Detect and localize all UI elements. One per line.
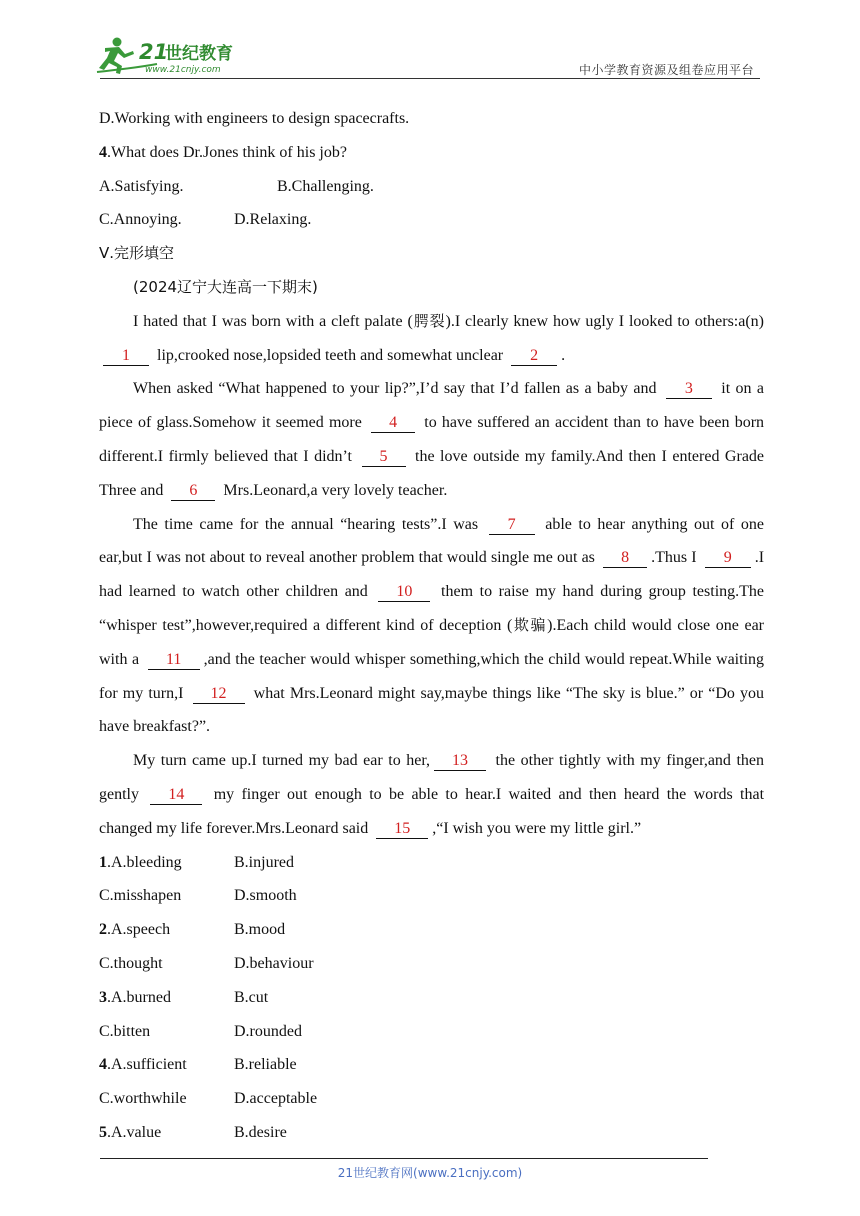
choice-a-text[interactable]: .A.speech — [107, 921, 171, 939]
blank-3[interactable]: 3 — [666, 380, 712, 399]
option-a[interactable]: A.Satisfying. — [99, 177, 184, 195]
blank-2[interactable]: 2 — [511, 347, 557, 366]
blank-9[interactable]: 9 — [705, 549, 751, 568]
choice-number: 2 — [99, 921, 107, 939]
choice-option-c[interactable]: C.bitten — [99, 1022, 151, 1040]
prev-option-d: D.Working with engineers to design spacecrafts. — [99, 110, 410, 127]
svg-text:21: 21 — [139, 40, 169, 64]
choice-option-d[interactable]: D.rounded — [234, 1022, 302, 1040]
passage-text: lip,crooked nose,lopsided teeth and somewhat unclear — [157, 346, 504, 364]
passage-text: I hated that I was born with a cleft palate ( — [133, 312, 413, 330]
page-header — [95, 34, 760, 80]
option-d[interactable]: D.Relaxing. — [234, 211, 312, 229]
choice-2-row-1 — [99, 913, 764, 947]
logo-text: 世纪教育 — [165, 44, 233, 64]
choice-1-row-2 — [99, 879, 764, 913]
choice-4-row-1 — [99, 1048, 764, 1082]
passage-text: my finger out enough to be able to hear.I waited and then heard the words that changed my life forever.Mrs.Leonard said — [99, 785, 765, 837]
passage-text: to have suffered an accident than to have been born different.I firmly believed that I didn’t — [99, 414, 765, 465]
choice-a-text[interactable]: .A.value — [107, 1123, 162, 1141]
passage-text: .Thus I — [651, 549, 697, 567]
section-heading: Ⅴ.完形填空 — [99, 244, 175, 263]
choice-option-a — [99, 981, 234, 1015]
header-tagline: 中小学教育资源及组卷应用平台 — [578, 63, 754, 77]
passage-text: .I had learned to watch other children and — [99, 549, 765, 601]
passage-paragraph-4 — [99, 744, 764, 845]
passage-text: them to raise my hand during group testing.The “whisper test”,however,required a different kind of deception ( — [99, 583, 765, 634]
choice-option-a — [99, 846, 234, 880]
choice-option-b[interactable]: B.mood — [234, 921, 286, 939]
page-footer[interactable]: 21世纪教育网(www.21cnjy.com) — [337, 1166, 523, 1180]
choice-a-text[interactable]: .A.burned — [107, 988, 171, 1006]
passage-text: When asked “What happened to your lip?”,I’d say that I’d fallen as a baby and — [133, 380, 657, 398]
choice-option-b[interactable]: B.reliable — [234, 1056, 297, 1074]
blank-15[interactable]: 15 — [376, 820, 428, 839]
passage-text: what Mrs.Leonard might say,maybe things like “The sky is blue.” or “Do you have breakfast?”. — [99, 684, 765, 736]
choice-option-d[interactable]: D.acceptable — [234, 1090, 318, 1108]
passage-text: the love outside my family.And then I entered Grade Three and — [99, 447, 765, 499]
choice-2-row-2 — [99, 947, 764, 981]
cjk-gloss: 腭裂 — [412, 311, 446, 330]
question-number: 4 — [99, 143, 107, 161]
passage-text: ).Each child would close one ear with a — [99, 616, 764, 668]
question-4-options-row-2 — [99, 203, 764, 237]
question-4-stem — [99, 136, 764, 170]
choice-number: 4 — [99, 1056, 107, 1074]
passage-text: able to hear anything out of one ear,but I was not about to reveal another problem that would single me out as — [99, 515, 764, 567]
passage-paragraph-1 — [99, 305, 764, 373]
passage-text: the other tightly with my finger,and then gently — [99, 752, 765, 803]
choice-number: 5 — [99, 1123, 107, 1141]
logo-url: www.21cnjy.com — [145, 65, 221, 75]
header-divider — [100, 78, 760, 79]
section-title — [99, 237, 764, 271]
choice-5-row-1 — [99, 1116, 764, 1150]
choice-a-text[interactable]: .A.sufficient — [107, 1056, 187, 1074]
option-b[interactable]: B.Challenging. — [277, 177, 374, 195]
passage-text: My turn came up.I turned my bad ear to her, — [133, 752, 431, 770]
choice-option-a — [99, 1048, 234, 1082]
passage-text: ,“I wish you were my little girl.” — [432, 819, 642, 837]
blank-11[interactable]: 11 — [148, 651, 200, 670]
choice-option-d[interactable]: D.smooth — [234, 887, 297, 905]
choice-option-b[interactable]: B.desire — [234, 1123, 287, 1141]
blank-10[interactable]: 10 — [378, 583, 430, 602]
choice-4-row-2 — [99, 1082, 764, 1116]
blank-5[interactable]: 5 — [362, 448, 406, 467]
passage-text: ).I clearly knew how ugly I looked to others:a(n) — [445, 312, 764, 330]
choice-option-a — [99, 913, 234, 947]
passage-text: it on a piece of glass.Somehow it seemed more — [99, 380, 764, 432]
choice-1-row-1 — [99, 846, 764, 880]
choice-option-c[interactable]: C.misshapen — [99, 887, 182, 905]
choice-3-row-1 — [99, 981, 764, 1015]
blank-7[interactable]: 7 — [489, 516, 535, 535]
cjk-gloss: 欺骗 — [512, 615, 548, 634]
choice-option-d[interactable]: D.behaviour — [234, 954, 314, 972]
blank-6[interactable]: 6 — [171, 482, 215, 501]
question-text: .What does Dr.Jones think of his job? — [107, 143, 347, 161]
blank-8[interactable]: 8 — [603, 549, 647, 568]
footer-divider — [100, 1158, 708, 1159]
choice-number: 1 — [99, 853, 107, 871]
question-4-options-row-1 — [99, 170, 764, 204]
passage-paragraph-2 — [99, 372, 764, 507]
passage-paragraph-3 — [99, 508, 764, 745]
option-c[interactable]: C.Annoying. — [99, 211, 182, 229]
choice-option-c[interactable]: C.thought — [99, 954, 163, 972]
choice-list — [99, 846, 764, 1150]
choice-3-row-2 — [99, 1015, 764, 1049]
blank-14[interactable]: 14 — [150, 786, 202, 805]
choice-option-b[interactable]: B.injured — [234, 853, 294, 871]
site-logo[interactable] — [95, 34, 265, 78]
choice-option-b[interactable]: B.cut — [234, 988, 269, 1006]
main-content — [99, 102, 764, 1150]
passage-text: Mrs.Leonard,a very lovely teacher. — [223, 481, 448, 499]
choice-option-a — [99, 1116, 234, 1150]
blank-12[interactable]: 12 — [193, 685, 245, 704]
section-source — [99, 271, 764, 305]
source-note: (2024辽宁大连高一下期末) — [133, 277, 318, 296]
runner-logo-icon — [95, 34, 265, 78]
passage-text: . — [561, 346, 566, 364]
passage-text: ,and the teacher would whisper something,which the child would repeat.While waiting for my turn,I — [99, 650, 765, 702]
blank-13[interactable]: 13 — [434, 752, 486, 771]
choice-a-text[interactable]: .A.bleeding — [107, 853, 182, 871]
choice-number: 3 — [99, 988, 107, 1006]
passage-text: The time came for the annual “hearing tests”.I was — [133, 515, 479, 533]
blank-4[interactable]: 4 — [371, 414, 415, 433]
blank-1[interactable]: 1 — [103, 347, 149, 366]
choice-option-c[interactable]: C.worthwhile — [99, 1090, 187, 1108]
